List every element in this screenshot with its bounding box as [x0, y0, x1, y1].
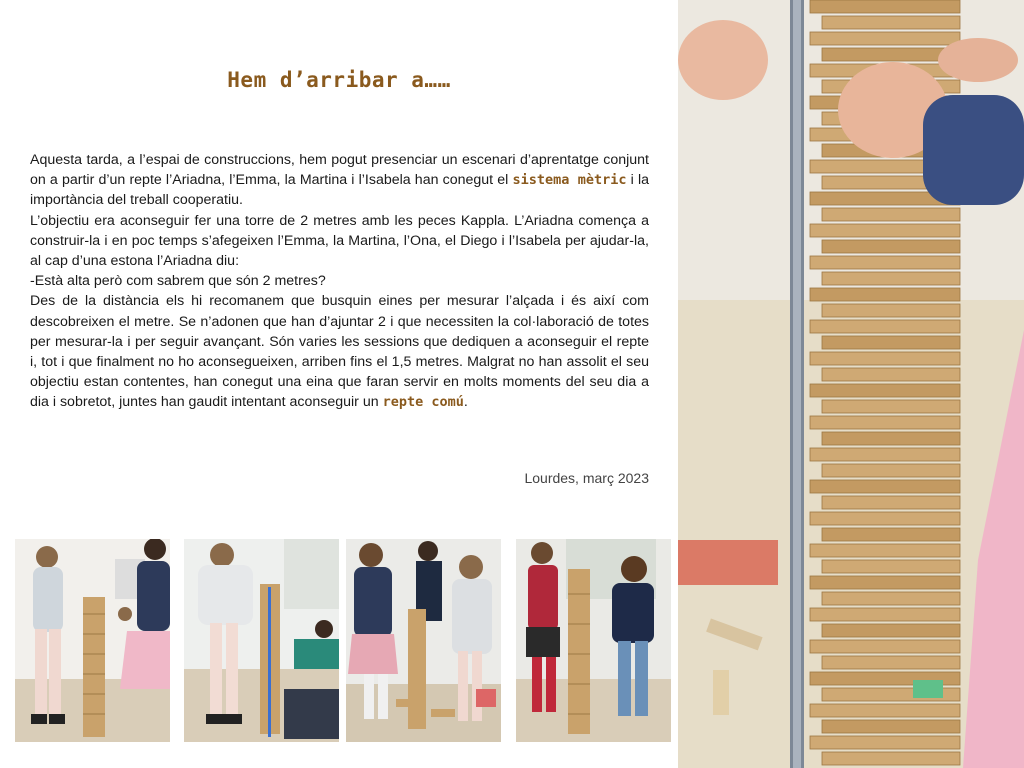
- story-text: [30, 150, 649, 413]
- photo-child-with-tape: [184, 539, 339, 742]
- wood-plank: [822, 752, 960, 765]
- highlight-common-challenge: repte comú: [382, 394, 464, 411]
- photo-girls-building-tower: [15, 539, 170, 742]
- wood-plank: [822, 368, 960, 381]
- intro-text-end: i la importància del treball cooperatiu.: [30, 172, 650, 209]
- wood-plank: [810, 32, 960, 45]
- wood-plank: [810, 256, 960, 269]
- intro-text: Aquesta tarda, a l’espai de construccions, hem pogut presenciar un escenari d’aprentatge conjunt on a partir d’un repte l’Ariadna, l’Emma, la Martina i l’Isabela han conegut el: [30, 152, 649, 189]
- wood-plank: [810, 352, 960, 365]
- wood-plank: [822, 624, 960, 637]
- wood-plank: [822, 208, 960, 221]
- wood-plank: [822, 560, 960, 573]
- paragraph-outcome: [30, 291, 649, 412]
- wood-plank: [810, 0, 960, 13]
- wood-plank: [810, 416, 960, 429]
- wood-plank: [822, 304, 960, 317]
- wood-plank: [810, 544, 960, 557]
- paragraph-objective: L’objectiu era aconseguir fer una torre de 2 metres amb les peces Kappla. L’Ariadna comença a construir-la i en poc temps s’afegeixen l’Emma, la Martina, l’Ona, el Diego i l’Isabela per ajudar-la, al cap d’una estona l’Ariadna diu:: [30, 212, 649, 270]
- wood-plank: [822, 16, 960, 29]
- wood-plank: [822, 592, 960, 605]
- wood-plank: [810, 288, 960, 301]
- wood-plank: [810, 448, 960, 461]
- wood-plank: [822, 240, 960, 253]
- wood-plank: [810, 640, 960, 653]
- wood-plank: [810, 480, 960, 493]
- outcome-text-end: .: [463, 394, 468, 411]
- wood-plank: [822, 720, 960, 733]
- wood-plank: [822, 528, 960, 541]
- wood-plank: [810, 608, 960, 621]
- photo-tower-and-two-girls: [516, 539, 671, 742]
- wood-plank: [822, 656, 960, 669]
- highlight-metric-system: sistema mètric: [512, 172, 627, 189]
- wood-plank: [810, 512, 960, 525]
- wood-plank: [822, 432, 960, 445]
- wood-plank: [822, 336, 960, 349]
- wood-plank: [810, 320, 960, 333]
- wood-plank: [822, 464, 960, 477]
- wood-plank: [822, 400, 960, 413]
- signature: Lourdes, març 2023: [524, 470, 649, 486]
- wood-plank: [822, 496, 960, 509]
- outcome-text: Des de la distància els hi recomanem que busquin eines per mesurar l’alçada i és així com descobreixen el metre. Se n’adonen que han d’ajuntar 2 i que necessiten la col·laboració de totes per mesurar-la i per seguir avançant. Són varies les sessions que dediquen a aconseguir el repte i, tot i que finalment no ho aconsegueixen, arriben fins el 1,5 metres. Malgrat no han assolit el seu objectiu estan contentes, han conegut una eina que faran servir en molts moments del seu dia a dia i sobretot, juntes han gaudit intentant aconseguir un: [30, 293, 649, 411]
- wood-plank: [810, 704, 960, 717]
- page-title: Hem d’arribar a……: [227, 68, 451, 92]
- wood-plank: [822, 272, 960, 285]
- paragraph-quote: -Està alta però com sabrem que són 2 metres?: [30, 273, 326, 290]
- wood-plank: [810, 576, 960, 589]
- wood-plank: [810, 224, 960, 237]
- photo-tower-closeup-with-tape: [678, 0, 1024, 768]
- paragraph-intro: [30, 150, 649, 211]
- wood-plank: [810, 384, 960, 397]
- photo-group-building: [346, 539, 501, 742]
- wood-plank: [810, 736, 960, 749]
